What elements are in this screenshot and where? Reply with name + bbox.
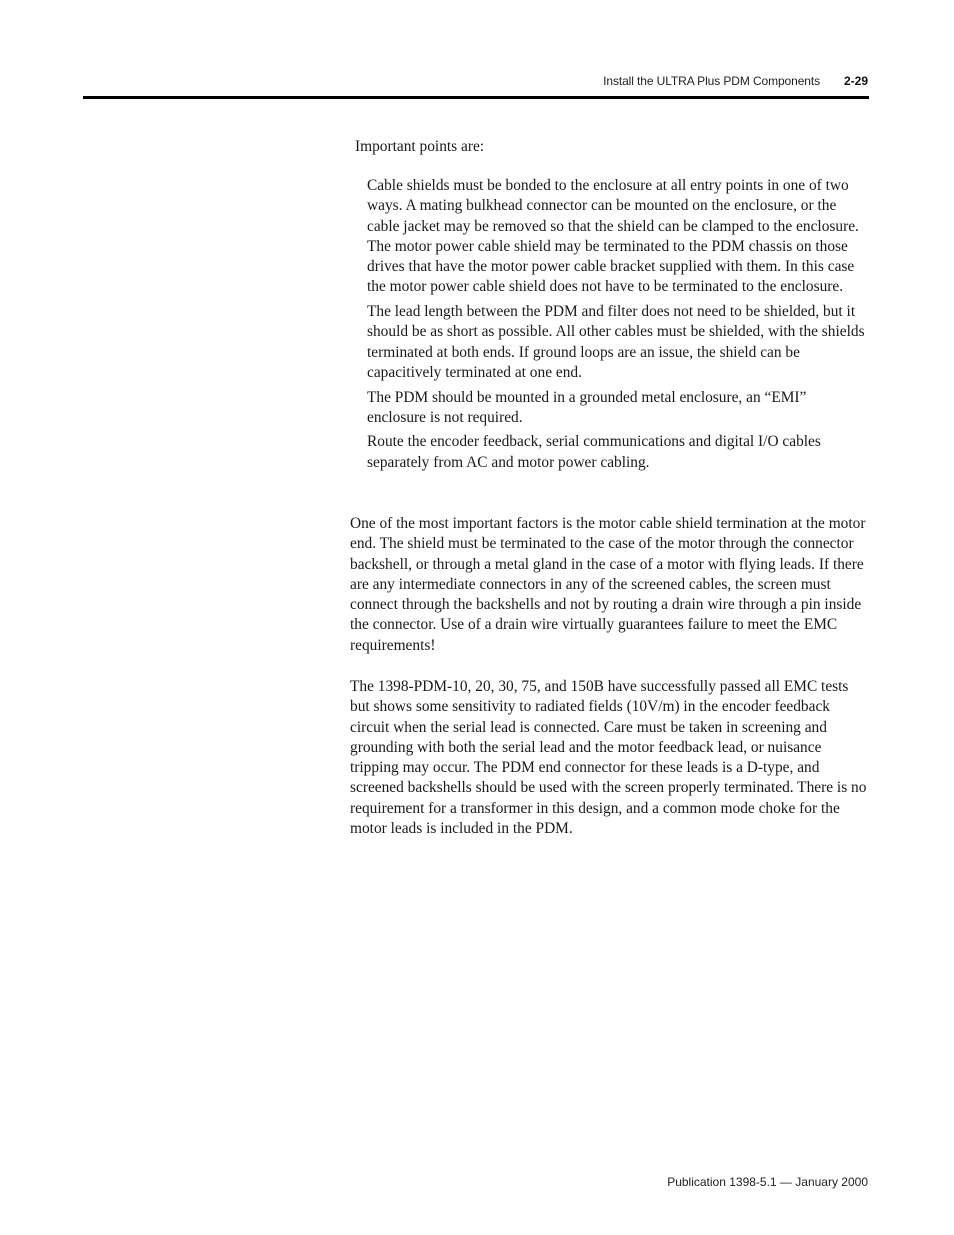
running-header-title: Install the ULTRA Plus PDM Components — [603, 74, 820, 88]
list-item: Route the encoder feedback, serial communications and digital I/O cables separately from AC and motor power cabling. — [367, 433, 821, 471]
paragraph-emc-tests: The 1398-PDM-10, 20, 30, 75, and 150B have successfully passed all EMC tests but shows some sensitivity to radiated fields (10V/m) in the encoder feedback circuit when the serial lead is connected. Care must be taken in screening and grounding with both the serial lead and the motor feedback lead, or nuisance tripping may occur. The PDM end connector for these leads is a D-type, and screened backshells should be used with the screen properly terminated. There is no requirement for a transformer in this design, and a common mode choke for the motor leads is included in the PDM. — [350, 678, 867, 838]
list-item: The lead length between the PDM and filter does not need to be shielded, but it should be as short as possible. All other cables must be shielded, with the shields terminated at both ends. If ground loops are an issue, the shield can be capacitively terminated at one end. — [367, 303, 865, 381]
publication-footer: Publication 1398-5.1 — January 2000 — [667, 1175, 868, 1189]
list-item: Cable shields must be bonded to the enclosure at all entry points in one of two ways. A mating bulkhead connector can be mounted on the enclosure, or the cable jacket may be removed so that the shield can be clamped to the enclosure. The motor power cable shield may be terminated to the PDM chassis on those drives that have the motor power cable bracket supplied with them. In this case the motor power cable shield does not have to be terminated to the enclosure. — [367, 177, 859, 296]
page-number: 2-29 — [843, 74, 868, 88]
list-item: The PDM should be mounted in a grounded metal enclosure, an “EMI” enclosure is not required. — [367, 388, 807, 426]
important-points-list — [367, 176, 869, 477]
paragraph-shield-termination: One of the most important factors is the motor cable shield termination at the motor end. The shield must be terminated to the case of the motor through the connector backshell, or through a metal gland in the case of a motor with flying leads. If there are any intermediate connectors in any of the screened cables, the screen must connect through the backshells and not by routing a drain wire through a pin inside the connector. Use of a drain wire virtually guarantees failure to meet the EMC requirements! — [350, 515, 866, 654]
header-divider — [83, 96, 869, 99]
intro-text: Important points are: — [355, 138, 485, 155]
